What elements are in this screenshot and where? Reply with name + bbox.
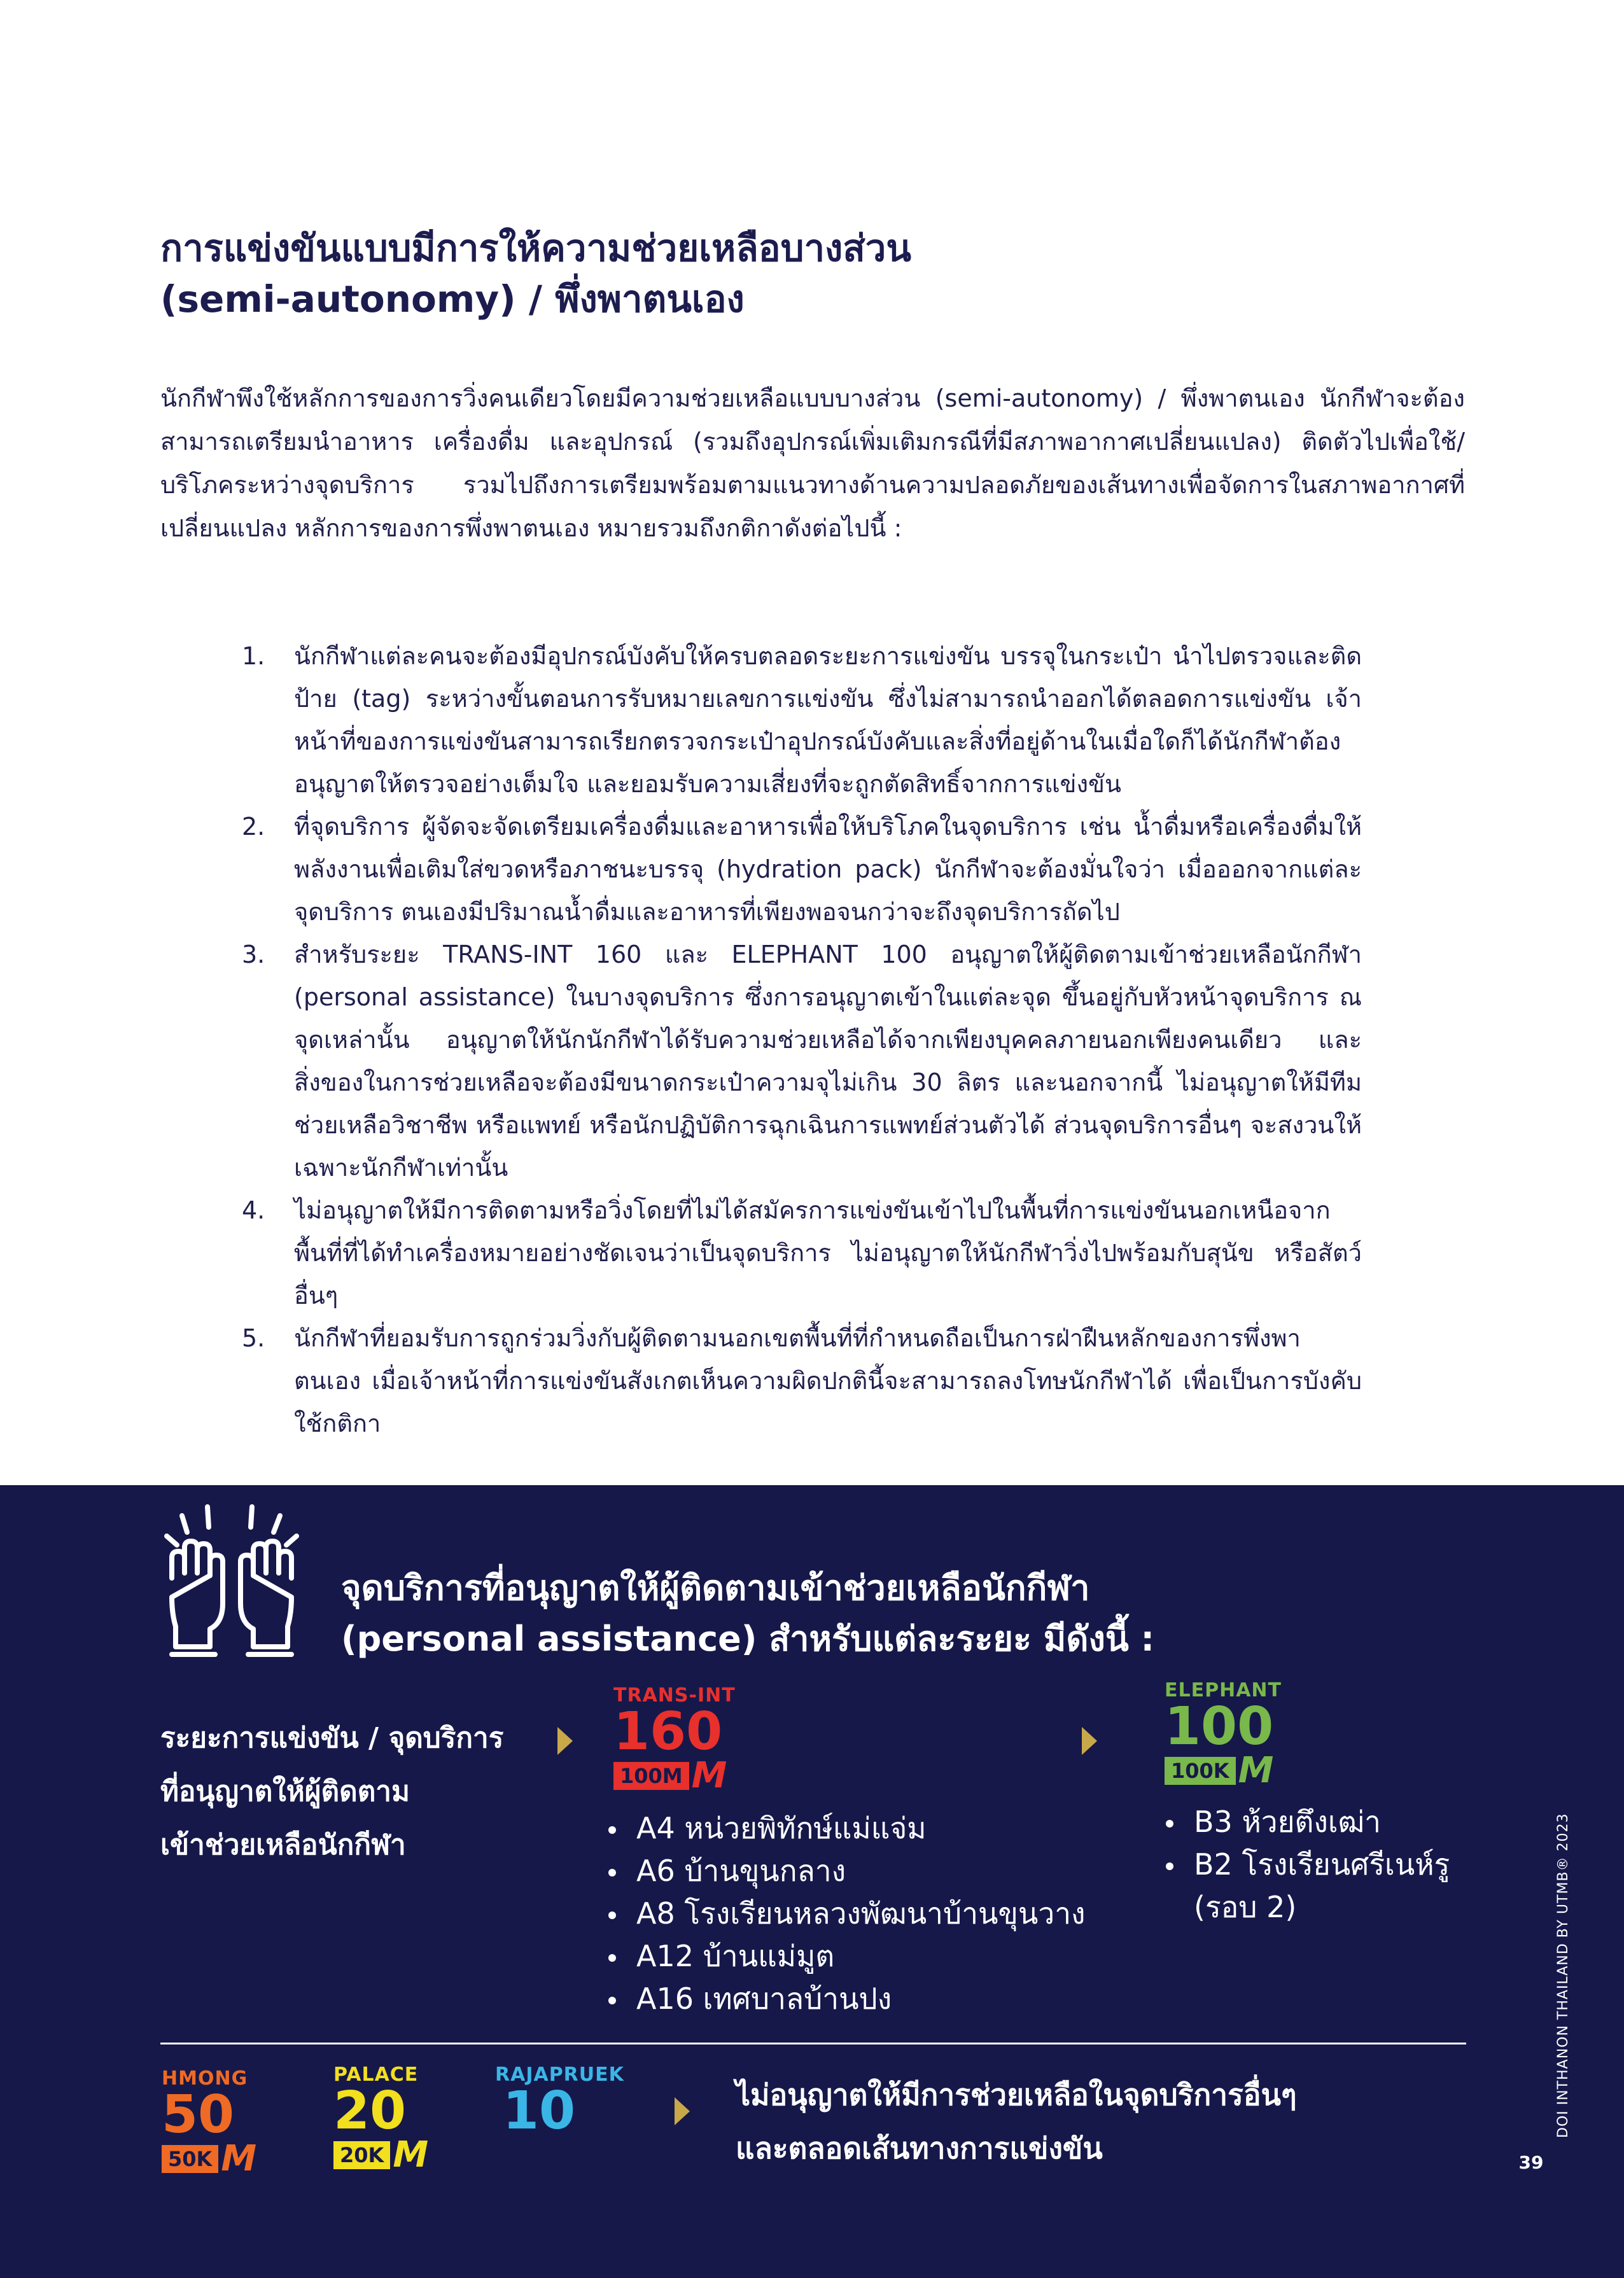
rule-item <box>242 933 1362 1189</box>
raised-hands-icon <box>155 1502 308 1667</box>
panel-title-line2: (personal assistance) สำหรับแต่ละระยะ มีดังนี้ : <box>341 1619 1155 1659</box>
race-distance-badge: 20K <box>333 2141 390 2169</box>
section-heading-line1: การแข่งขันแบบมีการให้ความช่วยเหลือบางส่วน <box>160 227 911 270</box>
section-heading <box>160 223 1497 325</box>
distance-label-line: ระยะการแข่งขัน / จุดบริการ <box>160 1722 504 1754</box>
list-item: A8 โรงเรียนหลวงพัฒนาบ้านขุนวาง <box>605 1892 1177 1935</box>
rule-item <box>242 1317 1362 1445</box>
rule-text: นักกีฬาที่ยอมรับการถูกร่วมวิ่งกับผู้ติดตามนอกเขตพื้นที่ที่กำหนดถือเป็นการฝ่าฝืนหลักของการพึ่งพาตนเอง เมื่อเจ้าหน้าที่การแข่งขันสังเกตเห็นความผิดปกตินี้จะสามารถลงโทษนักกีฬาได้ เพื่อเป็นการบังคับใช้กติกา <box>294 1324 1362 1437</box>
list-item: B3 ห้วยตึงเฒ่า <box>1162 1801 1518 1843</box>
elephant-station-list <box>1162 1801 1518 1929</box>
race-distance <box>333 2134 429 2176</box>
race-name: ELEPHANT <box>1165 1679 1282 1702</box>
rule-number: 3. <box>242 940 265 968</box>
race-name: PALACE <box>333 2064 419 2086</box>
rule-item <box>242 1189 1362 1317</box>
race-distance <box>1165 1750 1282 1791</box>
race-distance <box>162 2138 257 2179</box>
list-item: A12 บ้านแม่มูต <box>605 1935 1177 1978</box>
distance-label <box>160 1712 568 1872</box>
race-number: 10 <box>503 2081 576 2141</box>
race-number: 50 <box>162 2085 235 2145</box>
race-number: 100 <box>1165 1696 1274 1757</box>
list-item: B2 โรงเรียนศรีเนห์รู <box>1162 1843 1518 1886</box>
race-number: 20 <box>333 2081 407 2141</box>
rule-text: ไม่อนุญาตให้มีการติดตามหรือวิ่งโดยที่ไม่ได้สมัครการแข่งขันเข้าไปในพื้นที่การแข่งขันนอกเหนือจากพื้นที่ที่ได้ทำเครื่องหมายอย่างชัดเจนว่าเป็นจุดบริการ ไม่อนุญาตให้นักกีฬาวิ่งไปพร้อมกับสุนัข หรือสัตว์อื่นๆ <box>294 1196 1362 1310</box>
intro-paragraph: นักกีฬาพึงใช้หลักการของการวิ่งคนเดียวโดยมีความช่วยเหลือแบบบางส่วน (semi-autonomy) / พึ่งพาตนเอง นักกีฬาจะต้องสามารถเตรียมนำอาหาร เครื่องดื่ม และอุปกรณ์ (รวมถึงอุปกรณ์เพิ่มเติมกรณีที่มีสภาพอากาศเปลี่ยนแปลง) ติดตัวไปเพื่อใช้/บริโภคระหว่างจุดบริการ รวมไปถึงการเตรียมพร้อมตามแนวทางด้านความปลอดภัยของเส้นทางเพื่อจัดการในสภาพอากาศที่เปลี่ยนแปลง หลักการของการพึ่งพาตนเอง หมายรวมถึงกติกาดังต่อไปนี้ : <box>160 384 1465 542</box>
rule-item <box>242 635 1362 806</box>
trans-int-station-list <box>605 1807 1177 2020</box>
panel-title <box>341 1563 1487 1665</box>
race-logo-elephant <box>1165 1679 1282 1791</box>
race-distance-badge: 50K <box>162 2145 218 2173</box>
section-heading-line2: (semi-autonomy) / พึ่งพาตนเอง <box>160 277 745 321</box>
divider <box>160 2043 1466 2044</box>
distance-label-line: เข้าช่วยเหลือนักกีฬา <box>160 1829 406 1861</box>
no-assistance-note-line: ไม่อนุญาตให้มีการช่วยเหลือในจุดบริการอื่นๆ <box>736 2078 1297 2112</box>
arrow-right-icon <box>557 1727 573 1755</box>
page-number: 39 <box>1518 2152 1544 2173</box>
distance-label-line: ที่อนุญาตให้ผู้ติดตาม <box>160 1775 410 1808</box>
rules-list <box>242 635 1362 1445</box>
list-item-continuation: (รอบ 2) <box>1194 1890 1297 1924</box>
race-name: TRANS-INT <box>613 1684 736 1707</box>
rule-text: ที่จุดบริการ ผู้จัดจะจัดเตรียมเครื่องดื่มและอาหารเพื่อให้บริโภคในจุดบริการ เช่น น้ำดื่มหรือเครื่องดื่มให้พลังงานเพื่อเติมใส่ขวดหรือภาชนะบรรจุ (hydration pack) นักกีฬาจะต้องมั่นใจว่า เมื่อออกจากแต่ละจุดบริการ ตนเองมีปริมาณน้ำดื่มและอาหารที่เพียงพอจนกว่าจะถึงจุดบริการถัดไป <box>294 813 1362 926</box>
race-distance-badge: 100M <box>613 1762 689 1790</box>
rule-text: สำหรับระยะ TRANS-INT 160 และ ELEPHANT 100 อนุญาตให้ผู้ติดตามเข้าช่วยเหลือนักกีฬา (personal assistance) ในบางจุดบริการ ซึ่งการอนุญาตเข้าในแต่ละจุด ขึ้นอยู่กับหัวหน้าจุดบริการ ณ จุดเหล่านั้น อนุญาตให้นักนักกีฬาได้รับความช่วยเหลือได้จากเพียงบุคคลภายนอกเพียงคนเดียว และสิ่งของในการช่วยเหลือจะต้องมีขนาดกระเป๋าความจุไม่เกิน 30 ลิตร และนอกจากนี้ ไม่อนุญาตให้มีทีมช่วยเหลือวิชาชีพ หรือแพทย์ หรือนักปฏิบัติการฉุกเฉินการแพทย์ส่วนตัวได้ ส่วนจุดบริการอื่นๆ จะสงวนให้เฉพาะนักกีฬาเท่านั้น <box>294 940 1362 1182</box>
race-logo-rajapruek <box>495 2064 624 2141</box>
rule-text: นักกีฬาแต่ละคนจะต้องมีอุปกรณ์บังคับให้ครบตลอดระยะการแข่งขัน บรรจุในกระเป๋า นำไปตรวจและติดป้าย (tag) ระหว่างขั้นตอนการรับหมายเลขการแข่งขัน ซึ่งไม่สามารถนำออกได้ตลอดการแข่งขัน เจ้าหน้าที่ของการแข่งขันสามารถเรียกตรวจกระเป๋าอุปกรณ์บังคับและสิ่งที่อยู่ด้านในเมื่อใดก็ได้นักกีฬาต้องอนุญาตให้ตรวจอย่างเต็มใจ และยอมรับความเสี่ยงที่จะถูกตัดสิทธิ์จากการแข่งขัน <box>294 642 1362 798</box>
rule-item <box>242 806 1362 933</box>
no-assistance-note <box>736 2068 1436 2175</box>
side-footer-text: DOI INTHANON THAILAND BY UTMB® 2023 <box>1555 1813 1571 2138</box>
race-logo-hmong <box>162 2067 257 2179</box>
race-name: RAJAPRUEK <box>495 2064 624 2086</box>
race-distance <box>613 1755 736 1796</box>
race-logo-palace <box>333 2064 429 2176</box>
race-distance-badge: 100K <box>1165 1757 1236 1785</box>
list-item: A16 เทศบาลบ้านปง <box>605 1978 1177 2020</box>
rule-number: 2. <box>242 813 265 841</box>
race-distance-suffix: M <box>691 1755 727 1796</box>
race-logo-trans-int <box>613 1684 736 1796</box>
race-distance-suffix: M <box>1238 1750 1274 1791</box>
arrow-right-icon <box>1082 1727 1097 1755</box>
arrow-right-icon <box>675 2097 690 2125</box>
race-distance-suffix: M <box>393 2134 429 2176</box>
no-assistance-note-line: และตลอดเส้นทางการแข่งขัน <box>736 2131 1103 2165</box>
race-distance-suffix: M <box>221 2138 257 2179</box>
race-number: 160 <box>613 1702 723 1762</box>
race-name: HMONG <box>162 2067 248 2090</box>
list-item: A4 หน่วยพิทักษ์แม่แจ่ม <box>605 1807 1177 1850</box>
rule-number: 4. <box>242 1196 265 1224</box>
list-item: A6 บ้านขุนกลาง <box>605 1850 1177 1892</box>
rule-number: 1. <box>242 642 265 670</box>
rule-number: 5. <box>242 1324 265 1352</box>
panel-title-line1: จุดบริการที่อนุญาตให้ผู้ติดตามเข้าช่วยเหลือนักกีฬา <box>341 1568 1090 1608</box>
